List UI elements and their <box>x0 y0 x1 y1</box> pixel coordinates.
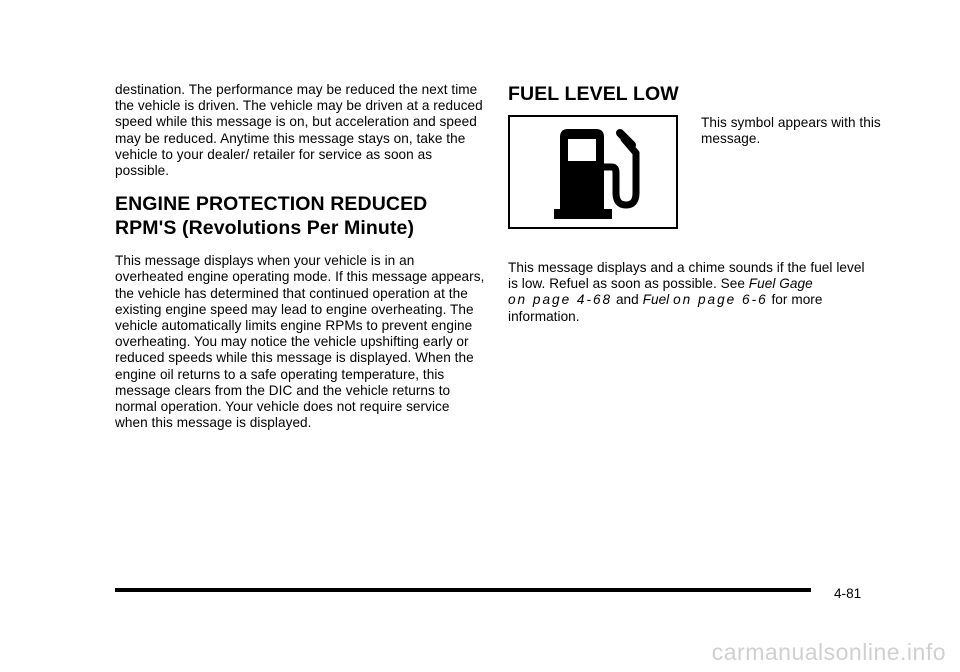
heading-line-2: RPM'S (Revolutions Per Minute) <box>115 217 415 240</box>
link-fuel-gage-page[interactable]: on page 4-68 <box>508 292 613 308</box>
fuel-pump-icon <box>550 127 650 223</box>
fuel-text-and: and <box>612 292 643 308</box>
intro-paragraph: destination. The performance may be reduced the next time the vehicle is driven. The vehicle may be driven at a reduced speed while this message is on, but acceleration and speed may be reduced. Anytime this message stays on, take the vehicle to your dealer/ retailer for service as soon as possible. <box>115 82 483 179</box>
section-heading-fuel-level-low: FUEL LEVEL LOW <box>508 83 679 105</box>
footer-rule <box>115 588 811 592</box>
symbol-figure <box>508 115 881 260</box>
heading-line-1: ENGINE PROTECTION REDUCED <box>115 193 428 216</box>
watermark: carmanualsonline.info <box>711 639 946 665</box>
page-number: 4-81 <box>834 586 862 601</box>
link-fuel-page[interactable]: on page 6-6 <box>673 292 768 308</box>
engine-protection-paragraph: This message displays when your vehicle is in an overheated engine operating mode. If this message appears, the vehicle has determined that continued operation at the existing engine speed may lead to engine overheating. The vehicle automatically limits engine RPMs to prevent engine overheating. You may notice the vehicle upshifting early or reduced speeds while this message is displayed. When the engine oil returns to a safe operating temperature, this message clears from the DIC and the vehicle returns to normal operation. Your vehicle does not require service when this message is displayed. <box>115 253 485 431</box>
left-column <box>115 82 485 431</box>
section-heading-engine-protection <box>115 192 485 240</box>
fuel-text-part-1: This message displays and a chime sounds if the fuel level is low. Refuel as soon as possible. See <box>508 260 865 292</box>
fuel-text-part-2: for more information. <box>508 292 823 324</box>
link-fuel-gage[interactable]: Fuel Gage <box>748 276 813 292</box>
link-fuel[interactable]: Fuel <box>642 292 670 308</box>
symbol-frame <box>508 115 678 229</box>
symbol-caption: This symbol appears with this message. <box>701 115 881 147</box>
fuel-level-paragraph <box>508 260 878 325</box>
right-column <box>508 82 881 325</box>
